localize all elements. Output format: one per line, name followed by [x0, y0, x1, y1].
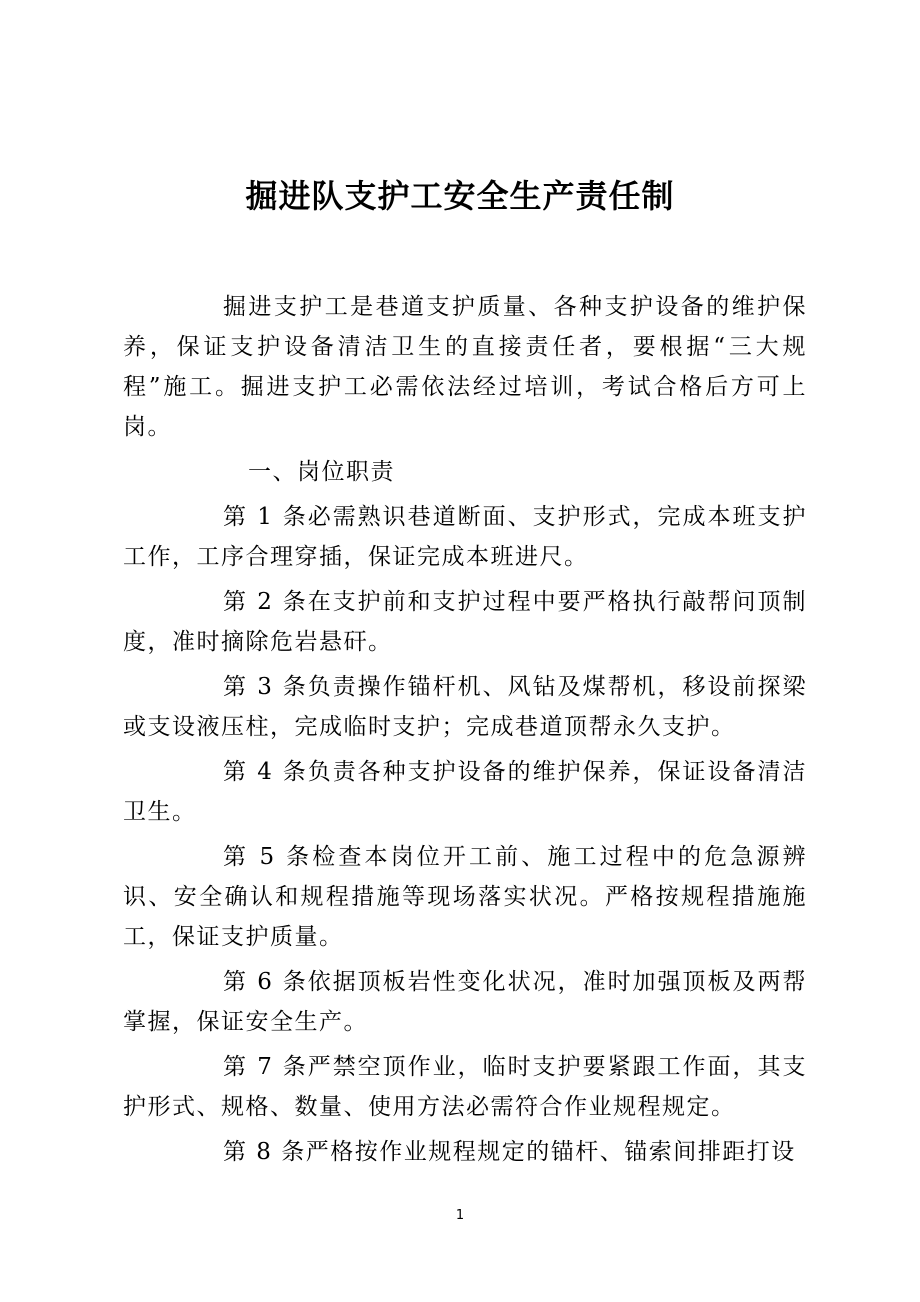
page-number: 1 [455, 1208, 465, 1223]
article-8: 第 8 条严格按作业规程规定的锚杆、锚索间排距打设 [223, 1139, 796, 1165]
document-body [123, 287, 807, 1177]
document-title: 掘进队支护工安全生产责任制 [245, 177, 675, 215]
article-3: 第 3 条负责操作锚杆机、风钻及煤帮机，移设前探梁或支设液压柱，完成临时支护；完成巷道顶帮永久支护。 [123, 674, 807, 740]
article-1: 第 1 条必需熟识巷道断面、支护形式，完成本班支护工作，工序合理穿插，保证完成本班进尺。 [123, 504, 807, 570]
article-2: 第 2 条在支护前和支护过程中要严格执行敲帮问顶制度，准时摘除危岩悬矸。 [123, 589, 807, 655]
article-5: 第 5 条检查本岗位开工前、施工过程中的危急源辨识、安全确认和规程措施等现场落实状况。严格按规程措施施工，保证支护质量。 [123, 844, 807, 950]
article-4: 第 4 条负责各种支护设备的维护保养，保证设备清洁卫生。 [123, 759, 807, 825]
article-7: 第 7 条严禁空顶作业，临时支护要紧跟工作面，其支护形式、规格、数量、使用方法必需符合作业规程规定。 [123, 1054, 807, 1120]
article-6: 第 6 条依据顶板岩性变化状况，准时加强顶板及两帮掌握，保证安全生产。 [123, 969, 807, 1035]
intro-paragraph: 掘进支护工是巷道支护质量、各种支护设备的维护保养，保证支护设备清洁卫生的直接责任者，要根据“三大规程”施工。掘进支护工必需依法经过培训，考试合格后方可上岗。 [123, 294, 807, 440]
section-heading: 一、岗位职责 [248, 459, 395, 485]
